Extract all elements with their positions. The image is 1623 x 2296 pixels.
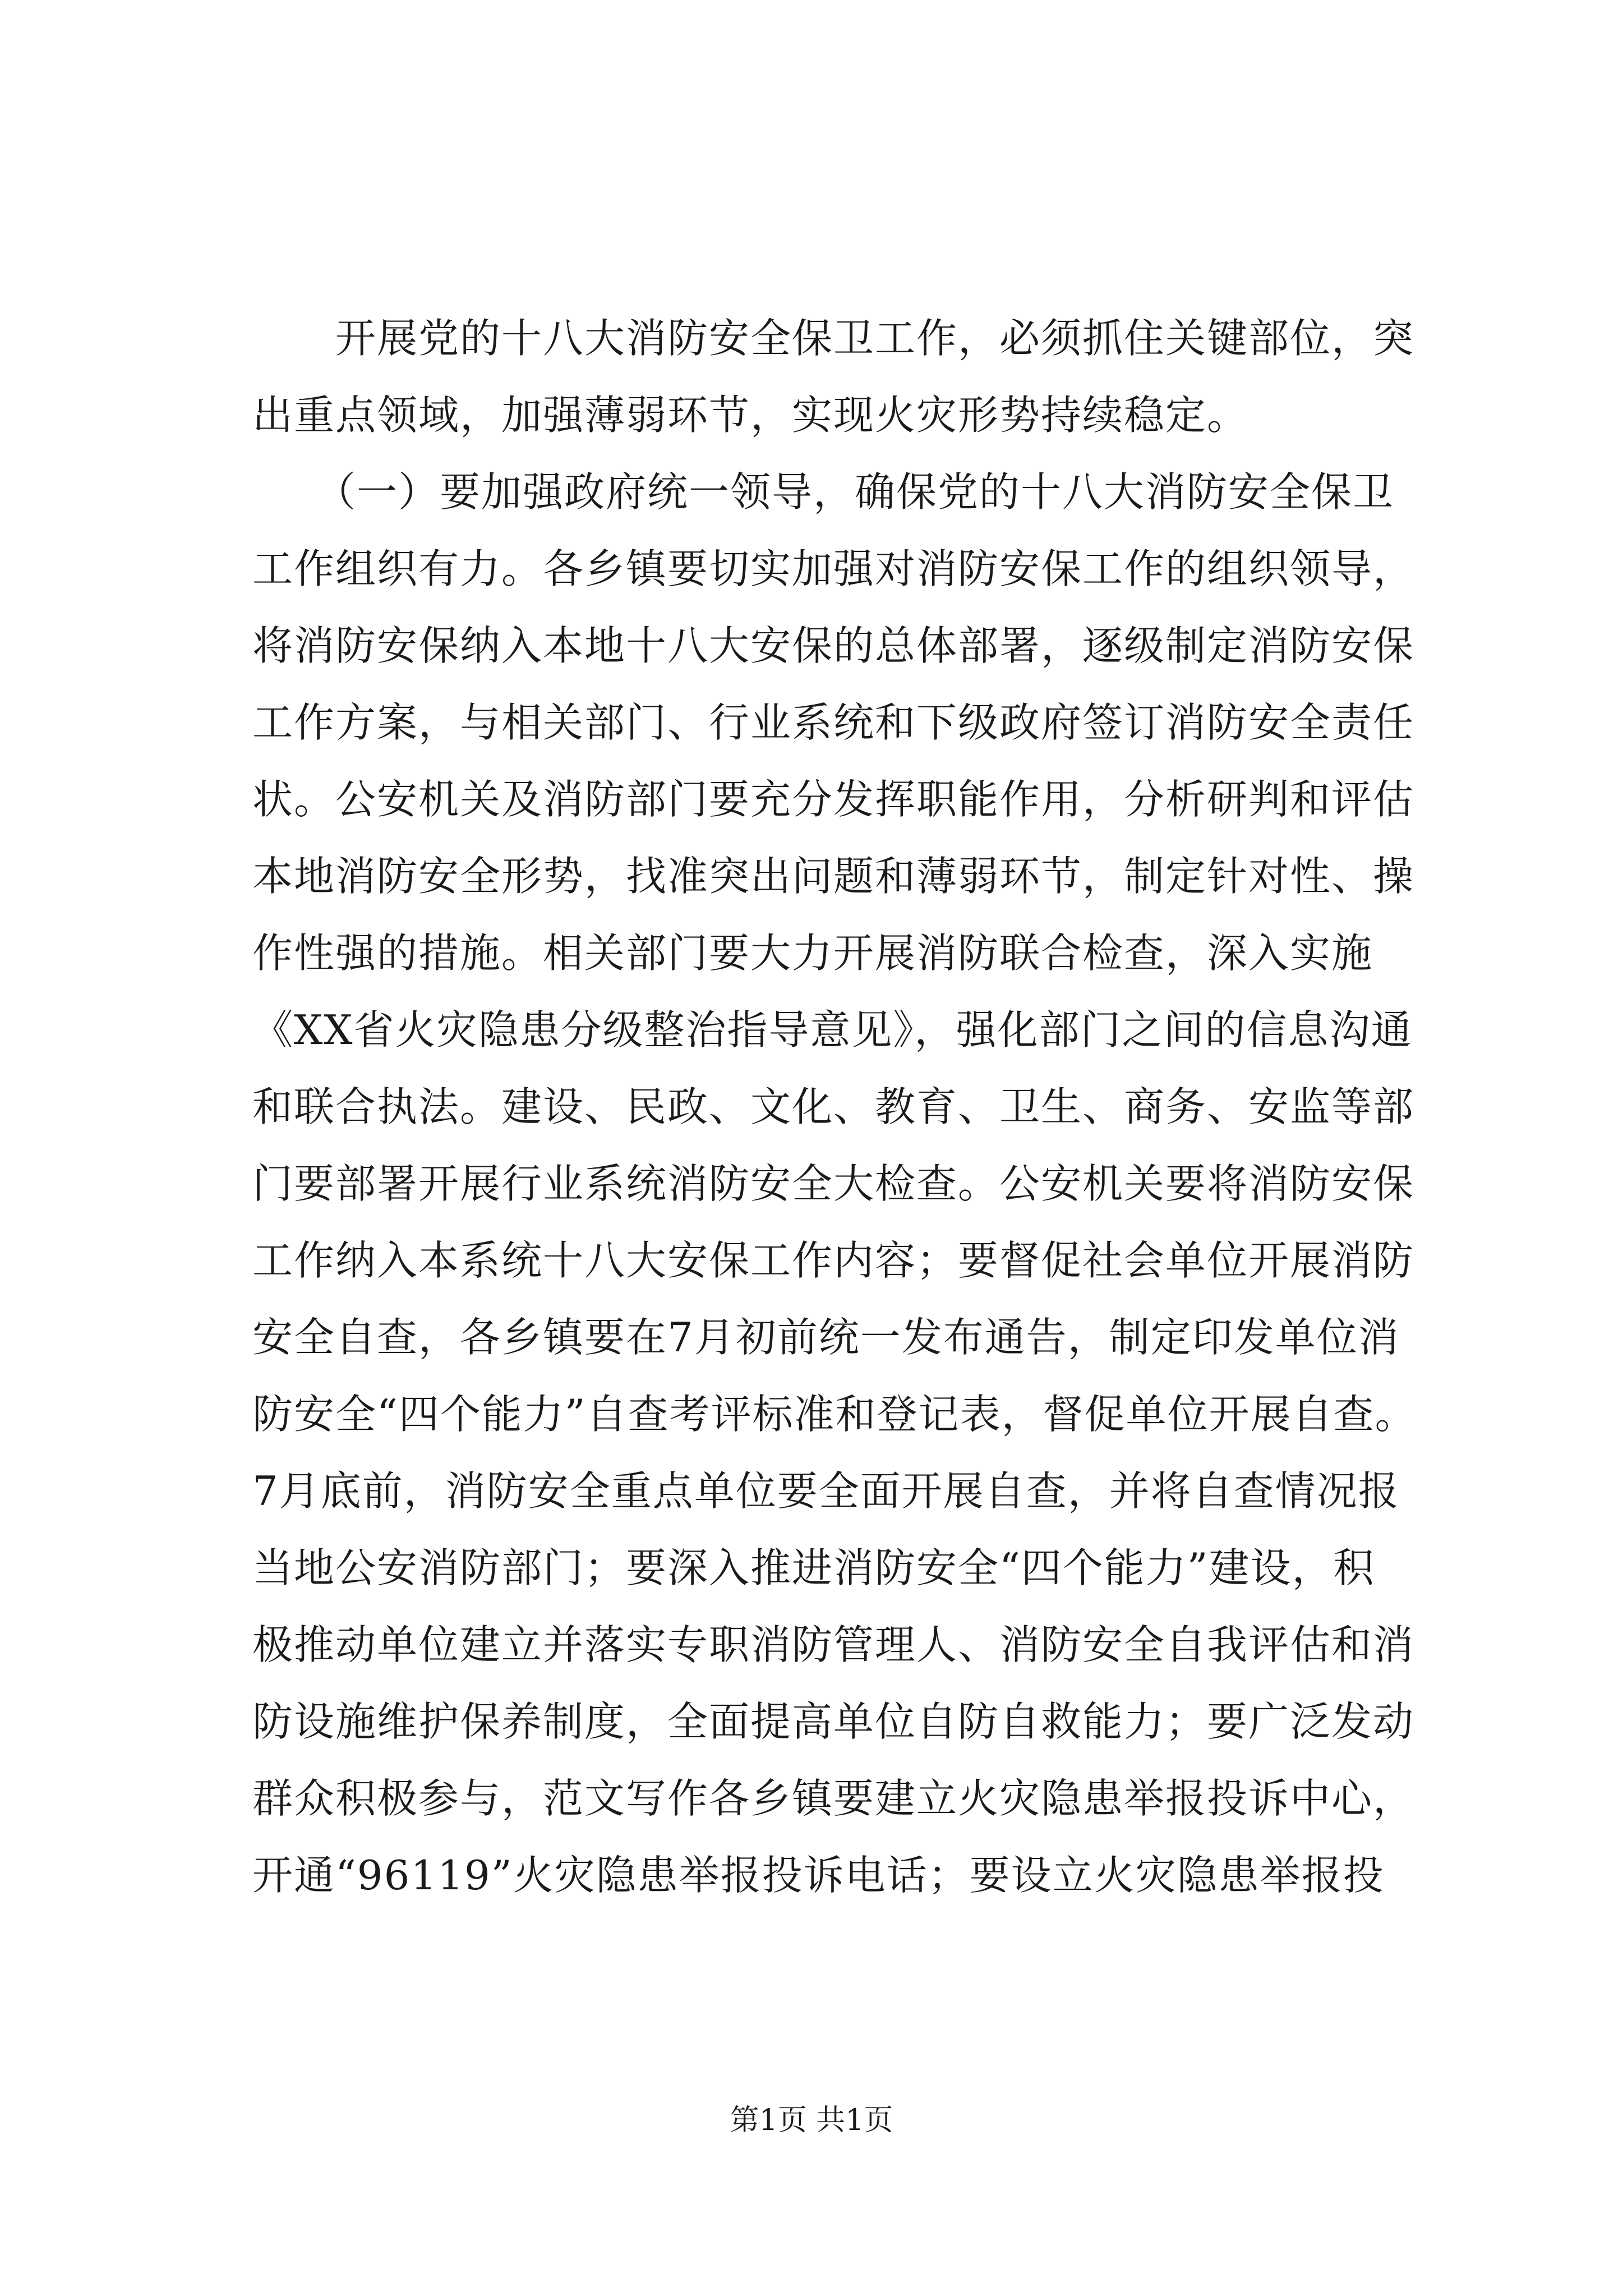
text-line: 工作纳入本系统十八大安保工作内容；要督促社会单位开展消防 (252, 1237, 1415, 1284)
page-footer (0, 2101, 1623, 2140)
text-line: 极推动单位建立并落实专职消防管理人、消防安全自我评估和消 (252, 1621, 1415, 1668)
text-line: 门要部署开展行业系统消防安全大检查。公安机关要将消防安保 (252, 1160, 1415, 1207)
text-line: （一）要加强政府统一领导，确保党的十八大消防安全保卫 (252, 468, 1395, 516)
text-line: 《XX省火灾隐患分级整治指导意见》，强化部门之间的信息沟通 (252, 1006, 1413, 1053)
text-line: 出重点领域，加强薄弱环节，实现火灾形势持续稳定。 (252, 392, 1249, 439)
text-line: 防安全“四个能力”自查考评标准和登记表，督促单位开展自查。 (252, 1391, 1417, 1438)
text-line: 群众积极参与，范文写作各乡镇要建立火灾隐患举报投诉中心， (252, 1775, 1415, 1822)
document-body (252, 300, 1417, 1914)
text-line: 7月底前，消防安全重点单位要全面开展自查，并将自查情况报 (252, 1467, 1400, 1515)
text-line: 作性强的措施。相关部门要大力开展消防联合检查，深入实施 (252, 930, 1373, 977)
text-line: 本地消防安全形势，找准突出问题和薄弱环节，制定针对性、操 (252, 853, 1415, 900)
page-number-label: 第1页 共1页 (730, 2104, 893, 2137)
text-line: 防设施维护保养制度，全面提高单位自防自救能力；要广泛发动 (252, 1698, 1415, 1745)
text-line: 开通“96119”火灾隐患举报投诉电话；要设立火灾隐患举报投 (252, 1852, 1385, 1899)
text-line: 工作方案，与相关部门、行业系统和下级政府签订消防安全责任 (252, 699, 1415, 746)
text-line: 将消防安保纳入本地十八大安保的总体部署，逐级制定消防安保 (252, 622, 1415, 669)
text-line: 工作组织有力。各乡镇要切实加强对消防安保工作的组织领导， (252, 545, 1415, 592)
text-line: 当地公安消防部门；要深入推进消防安全“四个能力”建设，积 (252, 1544, 1375, 1591)
text-line: 状。公安机关及消防部门要充分发挥职能作用，分析研判和评估 (252, 776, 1415, 823)
text-line: 开展党的十八大消防安全保卫工作，必须抓住关键部位，突 (252, 315, 1415, 362)
text-line: 和联合执法。建设、民政、文化、教育、卫生、商务、安监等部 (252, 1083, 1415, 1130)
text-line: 安全自查，各乡镇要在7月初前统一发布通告，制定印发单位消 (252, 1314, 1400, 1361)
